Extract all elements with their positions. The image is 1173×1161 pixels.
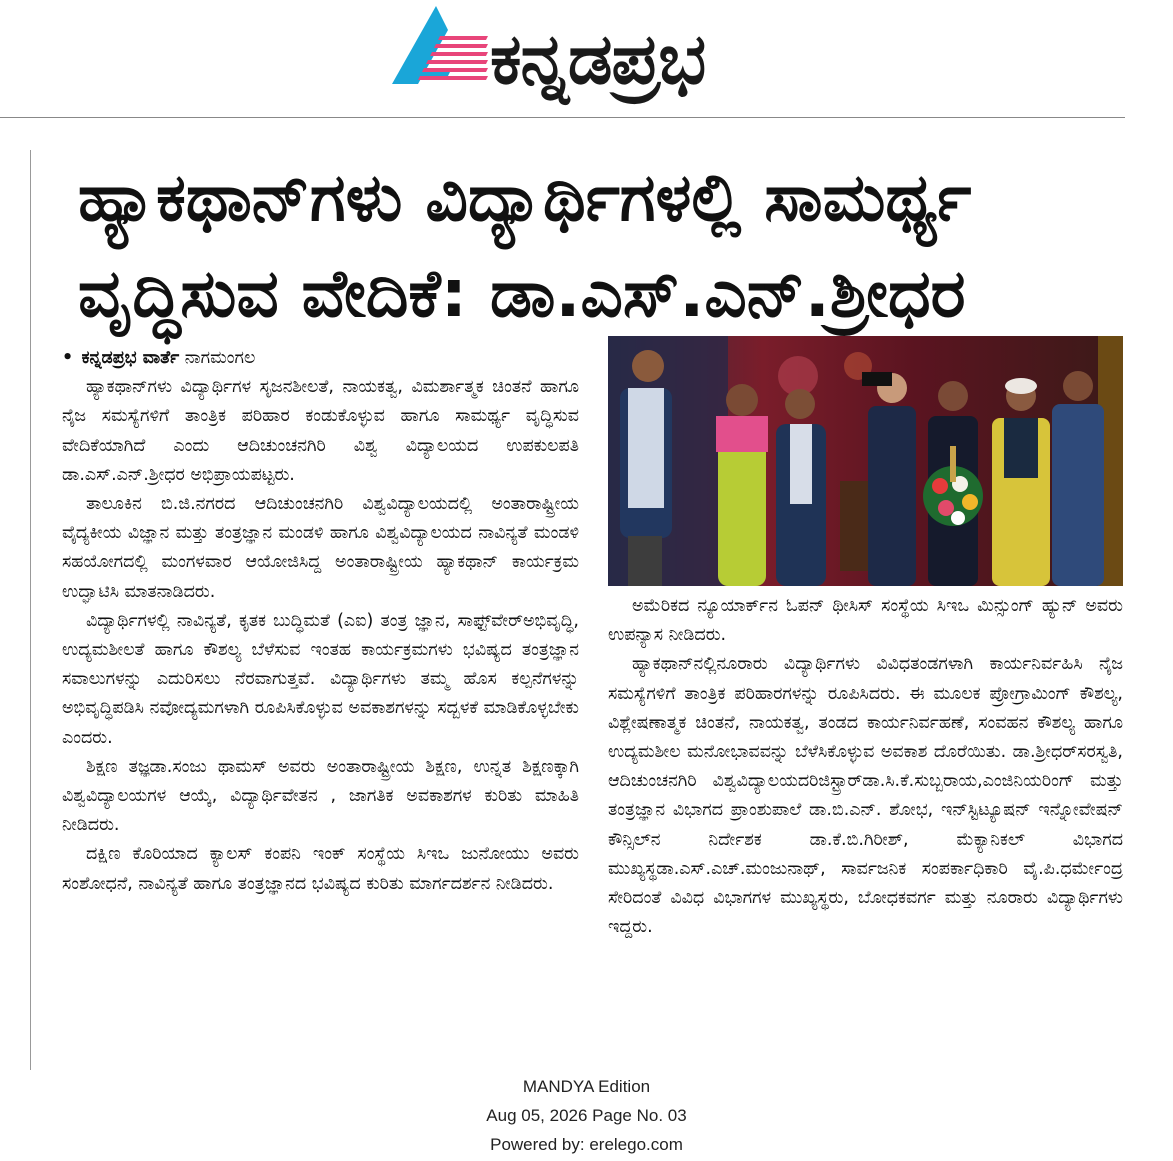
headline-line-2: ವೃದ್ಧಿಸುವ ವೇದಿಕೆ: ಡಾ.ಎಸ್.ಎನ್.ಶ್ರೀಧರ xyxy=(78,255,966,332)
article-column-left xyxy=(62,344,579,899)
paragraph: ತಾಲೂಕಿನ ಬಿ.ಜಿ.ನಗರದ ಆದಿಚುಂಚನಗಿರಿ ವಿಶ್ವವಿದ್ಯಾಲಯದಲ್ಲಿ ಅಂತಾರಾಷ್ಟ್ರೀಯ ವೈದ್ಯಕೀಯ ವಿಜ್ಞಾನ ಮತ್ತು ತಂತ್ರಜ್ಞಾನ ಮಂಡಳಿ ಹಾಗೂ ವಿಶ್ವವಿದ್ಯಾಲಯದ ನಾವಿನ್ಯತೆ ಮಂಡಳಿ ಸಹಯೋಗದಲ್ಲಿ ಮಂಗಳವಾರ ಆಯೋಜಿಸಿದ್ದ ಅಂತಾರಾಷ್ಟ್ರೀಯ ಹ್ಯಾಕಥಾನ್ ಕಾರ್ಯಕ್ರಮ ಉದ್ಘಾಟಿಸಿ ಮಾತನಾಡಿದರು. xyxy=(62,494,579,602)
article-headline xyxy=(78,150,1138,342)
column-rule xyxy=(30,150,31,1070)
headline-line-1: ಹ್ಯಾಕಥಾನ್‌ಗಳು ವಿದ್ಯಾರ್ಥಿಗಳಲ್ಲಿ ಸಾಮರ್ಥ್ಯ xyxy=(78,159,972,236)
kannadaprabha-logo-icon xyxy=(392,6,488,86)
edition-label: MANDYA Edition xyxy=(522,1077,651,1096)
paragraph: ಶಿಕ್ಷಣ ತಜ್ಞಡಾ.ಸಂಜು ಥಾಮಸ್ ಅವರು ಅಂತಾರಾಷ್ಟ್ರೀಯ ಶಿಕ್ಷಣ, ಉನ್ನತ ಶಿಕ್ಷಣಕ್ಕಾಗಿ ವಿಶ್ವವಿದ್ಯಾಲಯಗಳ ಆಯ್ಕೆ, ವಿದ್ಯಾರ್ಥಿವೇತನ , ಜಾಗತಿಕ ಅವಕಾಶಗಳ ಕುರಿತು ಮಾಹಿತಿ ನೀಡಿದರು. xyxy=(62,756,579,836)
masthead xyxy=(0,0,1173,118)
paragraph: ದಕ್ಷಿಣ ಕೊರಿಯಾದ ಕ್ಯಾಲಸ್ ಕಂಪನಿ ಇಂಕ್ ಸಂಸ್ಥೆಯ ಸಿಇಒ ಜುನೋಯು ಅವರು ಸಂಶೋಧನೆ, ನಾವಿನ್ಯತೆ ಹಾಗೂ ತಂತ್ರಜ್ಞಾನದ ಭವಿಷ್ಯದ ಕುರಿತು ಮಾರ್ಗದರ್ಶನ ನೀಡಿದರು. xyxy=(62,844,579,894)
event-photo xyxy=(608,336,1123,586)
masthead-logo-text: ಕನ್ನಡಪ್ರಭ xyxy=(490,18,706,100)
dateline-agency: ಕನ್ನಡಪ್ರಭ ವಾರ್ತೆ xyxy=(81,348,180,368)
paragraph: ವಿದ್ಯಾರ್ಥಿಗಳಲ್ಲಿ ನಾವಿನ್ಯತೆ, ಕೃತಕ ಬುದ್ಧಿಮತೆ (ಎಐ) ತಂತ್ರ ಜ್ಞಾನ, ಸಾಫ್ಟ್‌ವೇರ್‌ಅಭಿವೃದ್ಧಿ, ಉದ್ಯಮಶೀಲತೆ ಹಾಗೂ ಕೌಶಲ್ಯ ಬೆಳೆಸುವ ಇಂತಹ ಕಾರ್ಯಕ್ರಮಗಳು ಭವಿಷ್ಯದ ತಂತ್ರಜ್ಞಾನ ಸವಾಲುಗಳನ್ನು ಎದುರಿಸಲು ನೆರವಾಗುತ್ತವೆ. ವಿದ್ಯಾರ್ಥಿಗಳು ತಮ್ಮ ಹೊಸ ಕಲ್ಪನೆಗಳನ್ನು ಅಭಿವೃದ್ಧಿಪಡಿಸಿ ನವೋದ್ಯಮಗಳಾಗಿ ರೂಪಿಸಿಕೊಳ್ಳುವ ಅವಕಾಶಗಳನ್ನು ಸದ್ಬಳಕೆ ಮಾಡಿಕೊಳ್ಳಬೇಕು ಎಂದರು. xyxy=(62,610,579,748)
article-column-right xyxy=(608,592,1123,942)
powered-by-label: Powered by: erelego.com xyxy=(490,1135,683,1154)
paragraph: ಹ್ಯಾಕಥಾನ್‌ಗಳು ವಿದ್ಯಾರ್ಥಿಗಳ ಸೃಜನಶೀಲತೆ, ನಾಯಕತ್ವ, ವಿಮರ್ಶಾತ್ಮಕ ಚಿಂತನೆ ಹಾಗೂ ನೈಜ ಸಮಸ್ಯೆಗಳಿಗೆ ತಾಂತ್ರಿಕ ಪರಿಹಾರ ಕಂಡುಕೊಳ್ಳುವ ಹಾಗೂ ಸಾಮರ್ಥ್ಯ ವೃದ್ಧಿಸುವ ವೇದಿಕೆಯಾಗಿದೆ ಎಂದು ಆದಿಚುಂಚನಗಿರಿ ವಿಶ್ವ ವಿದ್ಯಾಲಯದ ಉಪಕುಲಪತಿ ಡಾ.ಎಸ್.ಎನ್.ಶ್ರೀಧರ ಅಭಿಪ್ರಾಯಪಟ್ಟರು. xyxy=(62,377,579,485)
paragraph: ಹ್ಯಾಕಥಾನ್‌ನಲ್ಲಿನೂರಾರು ವಿದ್ಯಾರ್ಥಿಗಳು ವಿವಿಧತಂಡಗಳಾಗಿ ಕಾರ್ಯನಿರ್ವಹಿಸಿ ನೈಜ ಸಮಸ್ಯೆಗಳಿಗೆ ತಾಂತ್ರಿಕ ಪರಿಹಾರಗಳನ್ನು ರೂಪಿಸಿದರು. ಈ ಮೂಲಕ ಪ್ರೋಗ್ರಾಮಿಂಗ್ ಕೌಶಲ್ಯ, ವಿಶ್ಲೇಷಣಾತ್ಮಕ ಚಿಂತನೆ, ನಾಯಕತ್ವ, ತಂಡದ ಕಾರ್ಯನಿರ್ವಹಣೆ, ಸಂವಹನ ಕೌಶಲ್ಯ ಹಾಗೂ ಉದ್ಯಮಶೀಲ ಮನೋಭಾವವನ್ನು ಬೆಳೆಸಿಕೊಳ್ಳುವ ಅವಕಾಶ ದೊರೆಯಿತು. ಡಾ.ಶ್ರೀಧರ್‌ಸರಸ್ವತಿ, ಆದಿಚುಂಚನಗಿರಿ ವಿಶ್ವವಿದ್ಯಾಲಯದರಿಜಿಸ್ಟ್ರಾರ್‌ಡಾ.ಸಿ.ಕೆ.ಸುಬ್ಬರಾಯ,ಎಂಜಿನಿಯರಿಂಗ್ ಮತ್ತು ತಂತ್ರಜ್ಞಾನ ವಿಭಾಗದ ಪ್ರಾಂಶುಪಾಲೆ ಡಾ.ಬಿ.ಎನ್. ಶೋಭ, ಇನ್‌ಸ್ಟಿಟ್ಯೂಷನ್ ಇನ್ನೋವೇಷನ್ ಕೌನ್ಸಿಲ್‌ನ ನಿರ್ದೇಶಕ ಡಾ.ಕೆ.ಬಿ.ಗಿರೀಶ್, ಮೆಕ್ಯಾನಿಕಲ್ ವಿಭಾಗದ ಮುಖ್ಯಸ್ಥಡಾ.ಎಸ್.ಎಚ್.ಮಂಜುನಾಥ್, ಸಾರ್ವಜನಿಕ ಸಂಪರ್ಕಾಧಿಕಾರಿ ವೈ.ಪಿ.ಧರ್ಮೇಂದ್ರ ಸೇರಿದಂತೆ ವಿವಿಧ ವಿಭಾಗಗಳ ಮುಖ್ಯಸ್ಥರು, ಬೋಧಕವರ್ಗ ಮತ್ತು ನೂರಾರು ವಿದ್ಯಾರ್ಥಿಗಳು ಇದ್ದರು. xyxy=(608,654,1123,938)
bullet-icon: • xyxy=(62,348,74,368)
masthead-divider xyxy=(0,117,1125,118)
dateline xyxy=(62,344,579,373)
dateline-place: ನಾಗಮಂಗಲ xyxy=(184,348,256,368)
page-footer xyxy=(0,1072,1173,1159)
paragraph: ಅಮೆರಿಕದ ನ್ಯೂಯಾರ್ಕ್‌ನ ಓಪನ್ ಥೀಸಿಸ್ ಸಂಸ್ಥೆಯ ಸಿಇಒ ಮಿನ್ಸುಂಗ್ ಹ್ಯುನ್ ಅವರು ಉಪನ್ಯಾಸ ನೀಡಿದರು. xyxy=(608,596,1123,646)
lamp-lighting-photo xyxy=(608,336,1123,586)
date-page-label: Aug 05, 2026 Page No. 03 xyxy=(486,1106,687,1125)
